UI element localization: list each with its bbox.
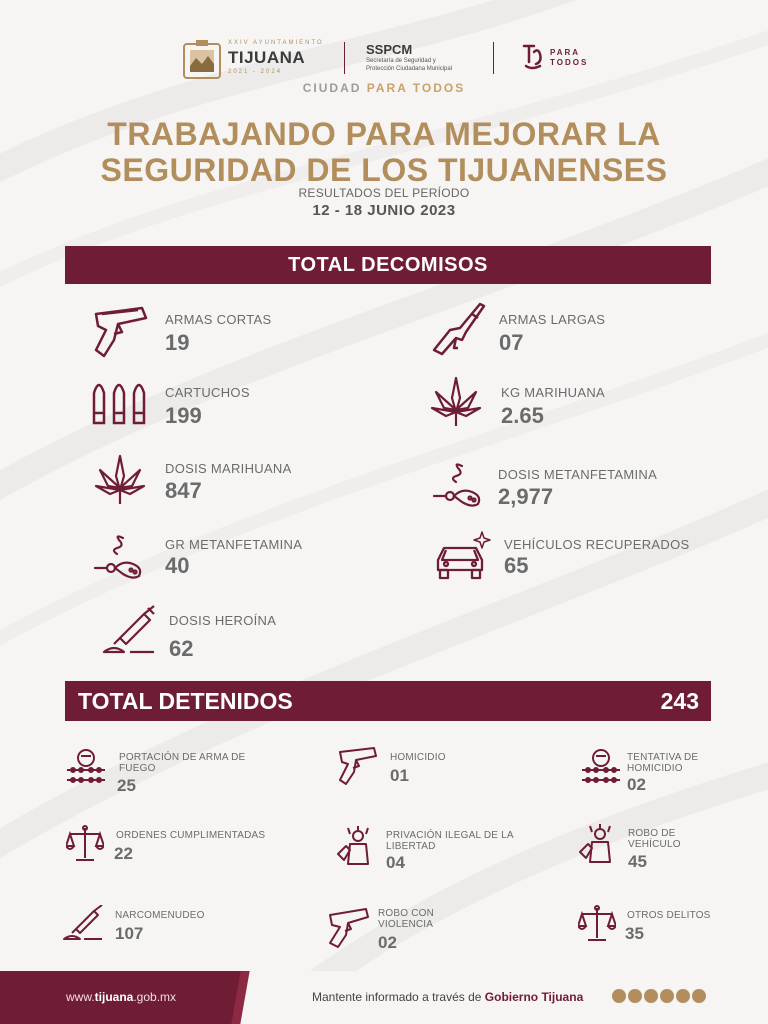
pistol-icon — [328, 905, 370, 949]
item-label: DOSIS MARIHUANA — [165, 461, 292, 476]
ayuntamiento-top: XXIV AYUNTAMIENTO — [228, 40, 324, 46]
decomisos-header: TOTAL DECOMISOS — [65, 246, 711, 284]
title-line2: SEGURIDAD DE LOS TIJUANENSES — [100, 152, 668, 188]
item-label: ARMAS LARGAS — [499, 312, 606, 327]
item-label: PRIVACIÓN ILEGAL DE LA LIBERTAD — [386, 830, 514, 852]
sspcm-title: SSPCM — [366, 42, 413, 57]
youtube-icon[interactable] — [660, 989, 674, 1003]
scales-icon — [578, 904, 616, 944]
item-value: 65 — [504, 553, 529, 578]
handcuffed-person-icon — [580, 746, 622, 786]
header-divider — [493, 42, 494, 74]
web-bold: tijuana — [94, 990, 134, 1004]
item-value: 25 — [117, 776, 136, 795]
detenido-item — [66, 824, 266, 869]
ayuntamiento-years: 2021 - 2024 — [228, 69, 283, 75]
item-label: NARCOMENUDEO — [115, 910, 205, 921]
period-label: RESULTADOS DEL PERÍODO — [298, 186, 470, 200]
item-value: 19 — [165, 330, 190, 355]
item-value: 02 — [378, 933, 397, 952]
detenidos-total: 243 — [660, 688, 699, 714]
slogan-a: CIUDAD — [302, 81, 362, 95]
item-value: 01 — [390, 766, 409, 785]
syringe-icon — [62, 905, 104, 945]
ayuntamiento-name: TIJUANA — [228, 48, 306, 67]
detenido-item — [578, 822, 681, 871]
cannabis-leaf-icon — [428, 374, 484, 430]
tijuana-script-icon — [520, 40, 548, 76]
ayuntamiento-logo — [180, 38, 330, 82]
website-link[interactable] — [66, 990, 176, 1004]
item-label: HOMICIDIO — [390, 752, 446, 763]
detenido-item — [65, 746, 246, 795]
header — [0, 36, 768, 96]
item-value: 02 — [627, 775, 646, 794]
item-label: ORDENES CUMPLIMENTADAS — [116, 830, 266, 841]
item-label: PORTACIÓN DE ARMA DE FUEGO — [119, 752, 246, 774]
scales-icon — [66, 824, 104, 864]
tijuana-seal-icon — [180, 38, 224, 82]
detenido-item — [336, 824, 514, 873]
facebook-icon[interactable] — [612, 989, 626, 1003]
item-label: ROBO CON VIOLENCIA — [378, 908, 435, 930]
item-value: 35 — [625, 924, 644, 943]
item-label: KG MARIHUANA — [501, 385, 606, 400]
item-value: 22 — [114, 844, 133, 863]
item-label: GR METANFETAMINA — [165, 537, 303, 552]
detenido-item — [338, 742, 446, 791]
item-label: DOSIS HEROÍNA — [169, 613, 277, 628]
detenido-item — [328, 905, 435, 954]
cannabis-leaf-icon — [92, 452, 148, 508]
stay-informed-text — [312, 990, 583, 1004]
item-value: 2.65 — [501, 403, 544, 428]
item-label: TENTATIVA DE HOMICIDIO — [627, 752, 699, 774]
item-value: 847 — [165, 478, 202, 503]
footer — [0, 971, 768, 1024]
tpt-line2: TODOS — [550, 58, 589, 67]
meth-pipe-icon — [432, 458, 488, 510]
detenido-item — [62, 905, 205, 950]
meth-pipe-icon — [93, 530, 149, 582]
item-value: 45 — [628, 852, 647, 871]
item-value: 62 — [169, 636, 194, 661]
web-prefix: www. — [66, 990, 95, 1004]
item-label: ARMAS CORTAS — [165, 312, 272, 327]
detenidos-header — [65, 681, 711, 721]
detenido-item — [580, 746, 699, 794]
header-divider — [344, 42, 345, 74]
rifle-icon — [432, 300, 488, 356]
car-icon — [432, 530, 492, 584]
tijuana-para-todos-logo — [520, 40, 600, 76]
slogan-b: PARA TODOS — [366, 81, 466, 95]
period-dates: 12 - 18 JUNIO 2023 — [312, 202, 456, 219]
sspcm-line2: Protección Ciudadana Municipal — [366, 66, 453, 72]
item-label: DOSIS METANFETAMINA — [498, 467, 658, 482]
handcuffed-person-icon — [65, 746, 107, 786]
mantente-text: Mantente informado a través de — [312, 990, 482, 1004]
item-value: 07 — [499, 330, 524, 355]
item-label: VEHÍCULOS RECUPERADOS — [504, 537, 690, 552]
web-suffix: .gob.mx — [133, 990, 177, 1004]
item-value: 107 — [115, 924, 144, 943]
tpt-line1: PARA — [550, 48, 581, 57]
detenidos-label: TOTAL DETENIDOS — [78, 688, 293, 714]
item-label: ROBO DE VEHÍCULO — [628, 828, 681, 850]
robbery-icon — [336, 824, 376, 868]
instagram-icon[interactable] — [628, 989, 642, 1003]
tiktok-icon[interactable] — [676, 989, 690, 1003]
title-line1: TRABAJANDO PARA MEJORAR LA — [107, 116, 661, 152]
sspcm-line1: Secretaría de Seguridad y — [366, 58, 436, 64]
item-value: 2,977 — [498, 484, 554, 509]
sspcm-logo — [366, 42, 452, 73]
whatsapp-icon[interactable] — [692, 989, 706, 1003]
pistol-icon — [92, 300, 150, 358]
detenido-item — [578, 904, 711, 949]
pistol-icon — [338, 742, 378, 786]
item-label: OTROS DELITOS — [627, 910, 711, 921]
syringe-icon — [100, 604, 158, 658]
item-value: 199 — [165, 403, 202, 428]
mantente-bold: Gobierno Tijuana — [484, 990, 584, 1004]
slogan — [0, 81, 768, 95]
robbery-icon — [578, 822, 618, 866]
page-title — [0, 116, 768, 188]
item-value: 40 — [165, 553, 190, 578]
bullets-icon — [90, 375, 152, 427]
tpt-text — [550, 48, 588, 68]
social-icons — [612, 989, 706, 1003]
item-value: 04 — [386, 853, 405, 872]
item-label: CARTUCHOS — [165, 385, 250, 400]
twitter-icon[interactable] — [644, 989, 658, 1003]
